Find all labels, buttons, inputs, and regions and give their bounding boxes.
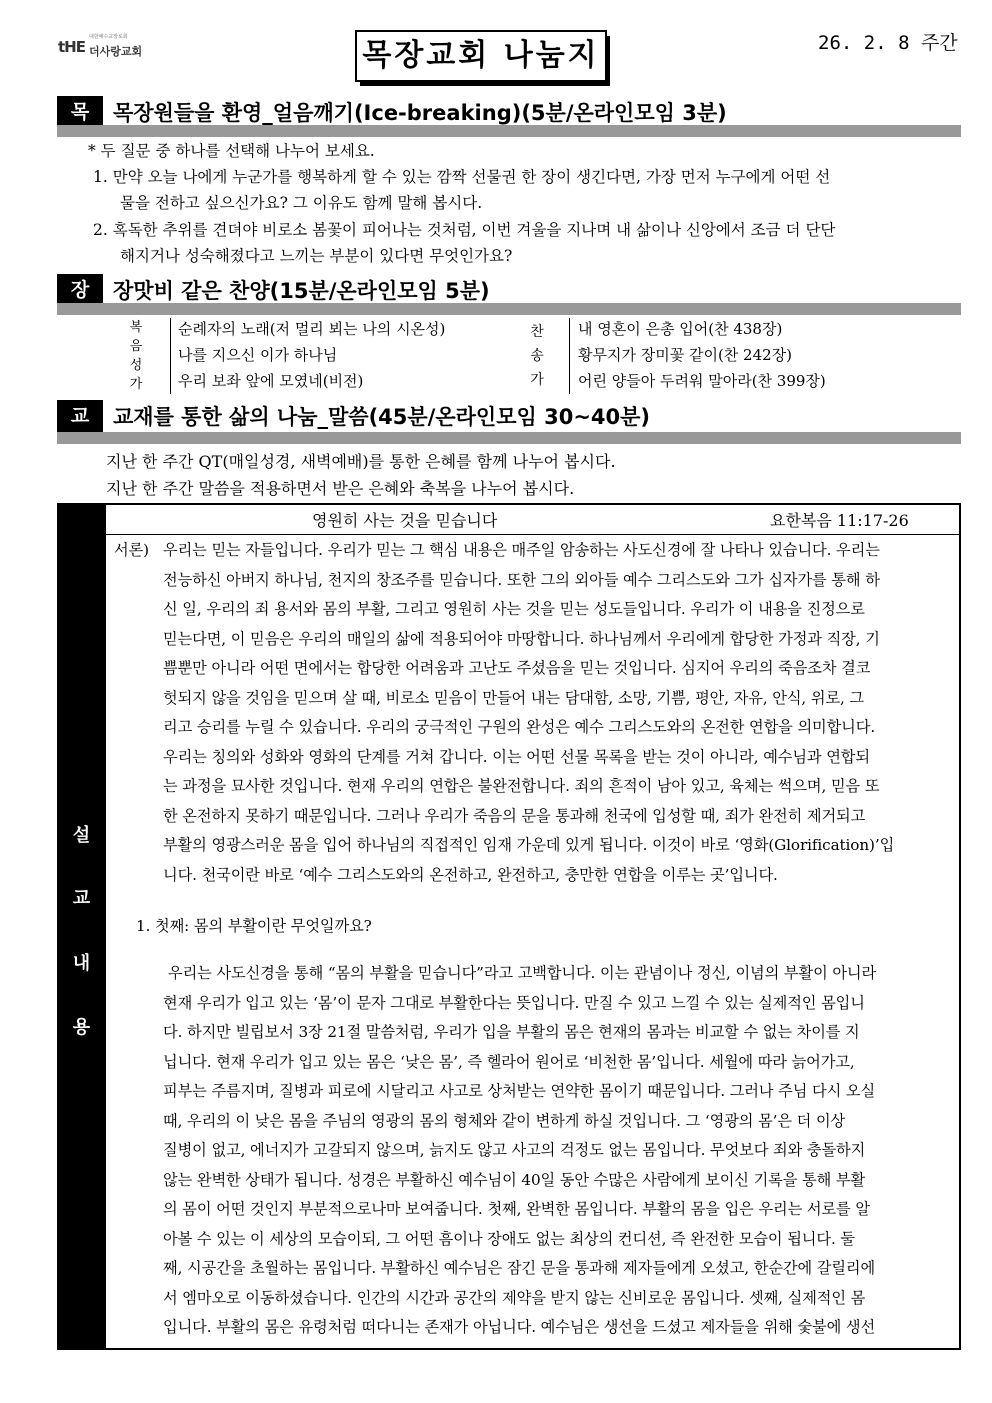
section-gyo-header: [57, 400, 650, 432]
section-mok-title: 목장원들을 환영_얼음깨기(Ice-breaking)(5분/온라인모임 3분): [113, 101, 727, 125]
intro-line: 리고 승리를 누릴 수 있습니다. 우리의 궁극적인 구원의 완성은 예수 그리스도와의 온전한 연합을 의미합니다.: [163, 718, 876, 736]
sermon-title: 영원히 사는 것을 믿습니다: [312, 511, 498, 530]
intro-line: 한 온전하지 못하기 때문입니다. 그러나 우리가 죽음의 문을 통과해 천국에 입성할 때, 죄가 완전히 제거되고: [163, 806, 866, 825]
gospel-label-4: 가: [129, 377, 143, 392]
section-jang-title: 장맛비 같은 찬양(15분/온라인모임 5분): [113, 279, 490, 303]
point1-line: 닙니다. 현재 우리가 입고 있는 몸은 ‘낮은 몸’, 즉 헬라어 원어로 ‘비천한 몸’입니다. 세월에 따라 늙어가고,: [163, 1052, 855, 1071]
hymn-label-3: 가: [530, 372, 544, 388]
hymn-label-2: 송: [530, 348, 544, 364]
intro-line: 헛되지 않을 것임을 믿으며 살 때, 비로소 믿음이 만들어 내는 담대함, 소망, 기쁨, 평안, 자유, 안식, 위로, 그: [163, 688, 865, 707]
mok-question-1-cont: 물을 전하고 싶으신가요? 그 이유도 함께 말해 봅시다.: [120, 194, 483, 212]
intro-line: 니다. 천국이란 바로 ‘예수 그리스도와의 온전하고, 완전하고, 충만한 연합을 이루는 곳’입니다.: [163, 865, 778, 884]
gyo-line-1: 지난 한 주간 QT(매일성경, 새벽예배)를 통한 은혜를 함께 나누어 봅시다.: [106, 452, 616, 471]
logo-denomination: 대한예수교장로회: [88, 34, 128, 40]
point1-line: 째, 시공간을 초월하는 몸입니다. 부활하신 예수님은 잠긴 문을 통과해 제자들에게 오셨고, 한순간에 갈릴리에: [163, 1259, 876, 1277]
point1-line: 서 엠마오로 이동하셨습니다. 인간의 시간과 공간의 제약을 받지 않는 신비로운 몸입니다. 셋째, 실제적인 몸: [163, 1288, 866, 1307]
gospel-label-2: 음: [129, 339, 143, 354]
gospel-song-3: 우리 보좌 앞에 모였네(비전): [178, 372, 364, 390]
sermon-point1: [163, 959, 956, 1343]
intro-line: 우리는 믿는 자들입니다. 우리가 믿는 그 핵심 내용은 매주일 암송하는 사도신경에 잘 나타나 있습니다. 우리는: [163, 541, 880, 559]
sermon-title-divider: [106, 534, 961, 535]
section-jang-header: [57, 274, 490, 306]
sermon-side-char-2: 교: [72, 888, 91, 909]
sermon-side-char-4: 용: [72, 1017, 91, 1038]
intro-line: 쁨뿐만 아니라 어떤 면에서는 합당한 어려움과 고난도 주셨음을 믿는 것입니다. 심지어 우리의 죽음조차 결코: [163, 659, 871, 677]
sermon-intro: [163, 536, 956, 890]
gyo-line-2: 지난 한 주간 말씀을 적용하면서 받은 은혜와 축복을 나누어 봅시다.: [106, 479, 575, 498]
hymn-3: 어린 양들아 두려워 말아라(찬 399장): [578, 372, 826, 390]
gospel-song-2: 나를 지으신 이가 하나님: [178, 346, 338, 364]
gospel-label-3: 성: [129, 358, 143, 373]
sermon-reference: 요한복음 11:17-26: [770, 511, 909, 530]
logo-mark: tHE: [58, 37, 85, 56]
section-gyo-letter: 교: [57, 400, 103, 432]
point1-line: 의 몸이 어떤 것인지 부분적으로나마 보여줍니다. 첫째, 완벽한 몸입니다. 부활의 몸을 입은 우리는 서로를 알: [163, 1200, 870, 1218]
sermon-side-char-1: 설: [72, 825, 91, 846]
sermon-side-label: [57, 503, 106, 1350]
intro-line: 부활의 영광스러운 몸을 입어 하나님의 직접적인 임재 가운데 있게 됩니다. 이것이 바로 ‘영화(Glorification)’입: [163, 836, 895, 854]
hymn-1: 내 영혼이 은총 입어(찬 438장): [578, 320, 783, 338]
intro-line: 우리는 칭의와 성화와 영화의 단계를 거쳐 갑니다. 이는 어떤 선물 목록을 받는 것이 아니라, 예수님과 연합되: [163, 747, 870, 766]
intro-line: 믿는다면, 이 믿음은 우리의 매일의 삶에 적용되어야 마땅합니다. 하나님께서 우리에게 합당한 가정과 직장, 기: [163, 629, 880, 648]
mok-note: * 두 질문 중 하나를 선택해 나누어 보세요.: [88, 142, 375, 160]
section-divider: [57, 303, 961, 315]
section-divider: [57, 125, 961, 137]
point1-line: 않는 완벽한 상태가 됩니다. 성경은 부활하신 예수님이 40일 동안 수많은 사람에게 보이신 기록을 통해 부활: [163, 1170, 866, 1189]
point1-line: 우리는 사도신경을 통해 “몸의 부활을 믿습니다”라고 고백합니다. 이는 관념이나 정신, 이념의 부활이 아니라: [168, 964, 877, 982]
logo-church-name: 더사랑교회: [88, 45, 143, 58]
point1-line: 피부는 주름지며, 질병과 피로에 시달리고 사고로 상처받는 연약한 몸이기 때문입니다. 그러나 주님 다시 오실: [163, 1082, 876, 1100]
point1-heading: 1. 첫째: 몸의 부활이란 무엇일까요?: [136, 917, 372, 935]
point1-line: 아볼 수 있는 이 세상의 모습이되, 그 어떤 흠이나 장애도 없는 최상의 컨디션, 즉 완전한 모습이 됩니다. 둘: [163, 1229, 855, 1248]
mok-question-2: 2. 혹독한 추위를 견뎌야 비로소 봄꽃이 피어나는 것처럼, 이번 겨울을 지나며 내 삶이나 신앙에서 조금 더 단단: [93, 221, 836, 239]
section-mok-header: [57, 96, 727, 128]
gospel-label-1: 복: [129, 320, 143, 335]
sermon-side-char-3: 내: [72, 953, 91, 974]
mok-question-1: 1. 만약 오늘 나에게 누군가를 행복하게 할 수 있는 깜짝 선물권 한 장이 생긴다면, 가장 먼저 누구에게 어떤 선: [93, 168, 831, 186]
intro-label: 서론): [114, 541, 149, 559]
point1-line: 질병이 없고, 에너지가 고갈되지 않으며, 늙지도 않고 사고의 걱정도 없는 몸입니다. 무엇보다 죄와 충돌하지: [163, 1141, 866, 1159]
church-logo: [58, 34, 142, 59]
intro-line: 는 과정을 묘사한 것입니다. 현재 우리의 연합은 불완전합니다. 죄의 흔적이 남아 있고, 육체는 썩으며, 믿음 또: [163, 777, 880, 795]
hymn-2: 황무지가 장미꽃 같이(찬 242장): [578, 346, 793, 364]
page-title-box: [355, 30, 609, 86]
page-title: 목장교회 나눔지: [355, 30, 607, 82]
gospel-song-1: 순례자의 노래(저 멀리 뵈는 나의 시온성): [178, 320, 446, 338]
point1-line: 때, 우리의 이 낮은 몸을 주님의 영광의 몸의 형체와 같이 변하게 하실 것입니다. 그 ‘영광의 몸’은 더 이상: [163, 1111, 846, 1130]
worship-song-list: [100, 316, 862, 394]
section-divider: [57, 432, 961, 444]
point1-line: 입니다. 부활의 몸은 유령처럼 떠다니는 존재가 아닙니다. 예수님은 생선을 드셨고 제자들을 위해 숯불에 생선: [163, 1318, 876, 1336]
intro-line: 신 일, 우리의 죄 용서와 몸의 부활, 그리고 영원히 사는 것을 믿는 성도들입니다. 우리가 이 내용을 진정으로: [163, 600, 865, 618]
intro-line: 전능하신 아버지 하나님, 천지의 창조주를 믿습니다. 또한 그의 외아들 예수 그리스도와 그가 십자가를 통해 하: [163, 570, 880, 589]
point1-line: 현재 우리가 입고 있는 ‘몸’이 문자 그대로 부활한다는 뜻입니다. 만질 수 있고 느낄 수 있는 실제적인 몸입니: [163, 993, 865, 1012]
mok-question-2-cont: 해지거나 성숙해졌다고 느끼는 부분이 있다면 무엇인가요?: [120, 247, 513, 265]
week-date: 26. 2. 8 주간: [818, 32, 958, 54]
point1-line: 다. 하지만 빌립보서 3장 21절 말씀처럼, 우리가 입을 부활의 몸은 현재의 몸과는 비교할 수 없는 차이를 지: [163, 1023, 860, 1041]
section-mok-letter: 목: [57, 96, 103, 128]
hymn-label-1: 찬: [530, 324, 544, 340]
section-gyo-title: 교재를 통한 삶의 나눔_말씀(45분/온라인모임 30~40분): [113, 405, 651, 429]
section-jang-letter: 장: [57, 274, 103, 306]
